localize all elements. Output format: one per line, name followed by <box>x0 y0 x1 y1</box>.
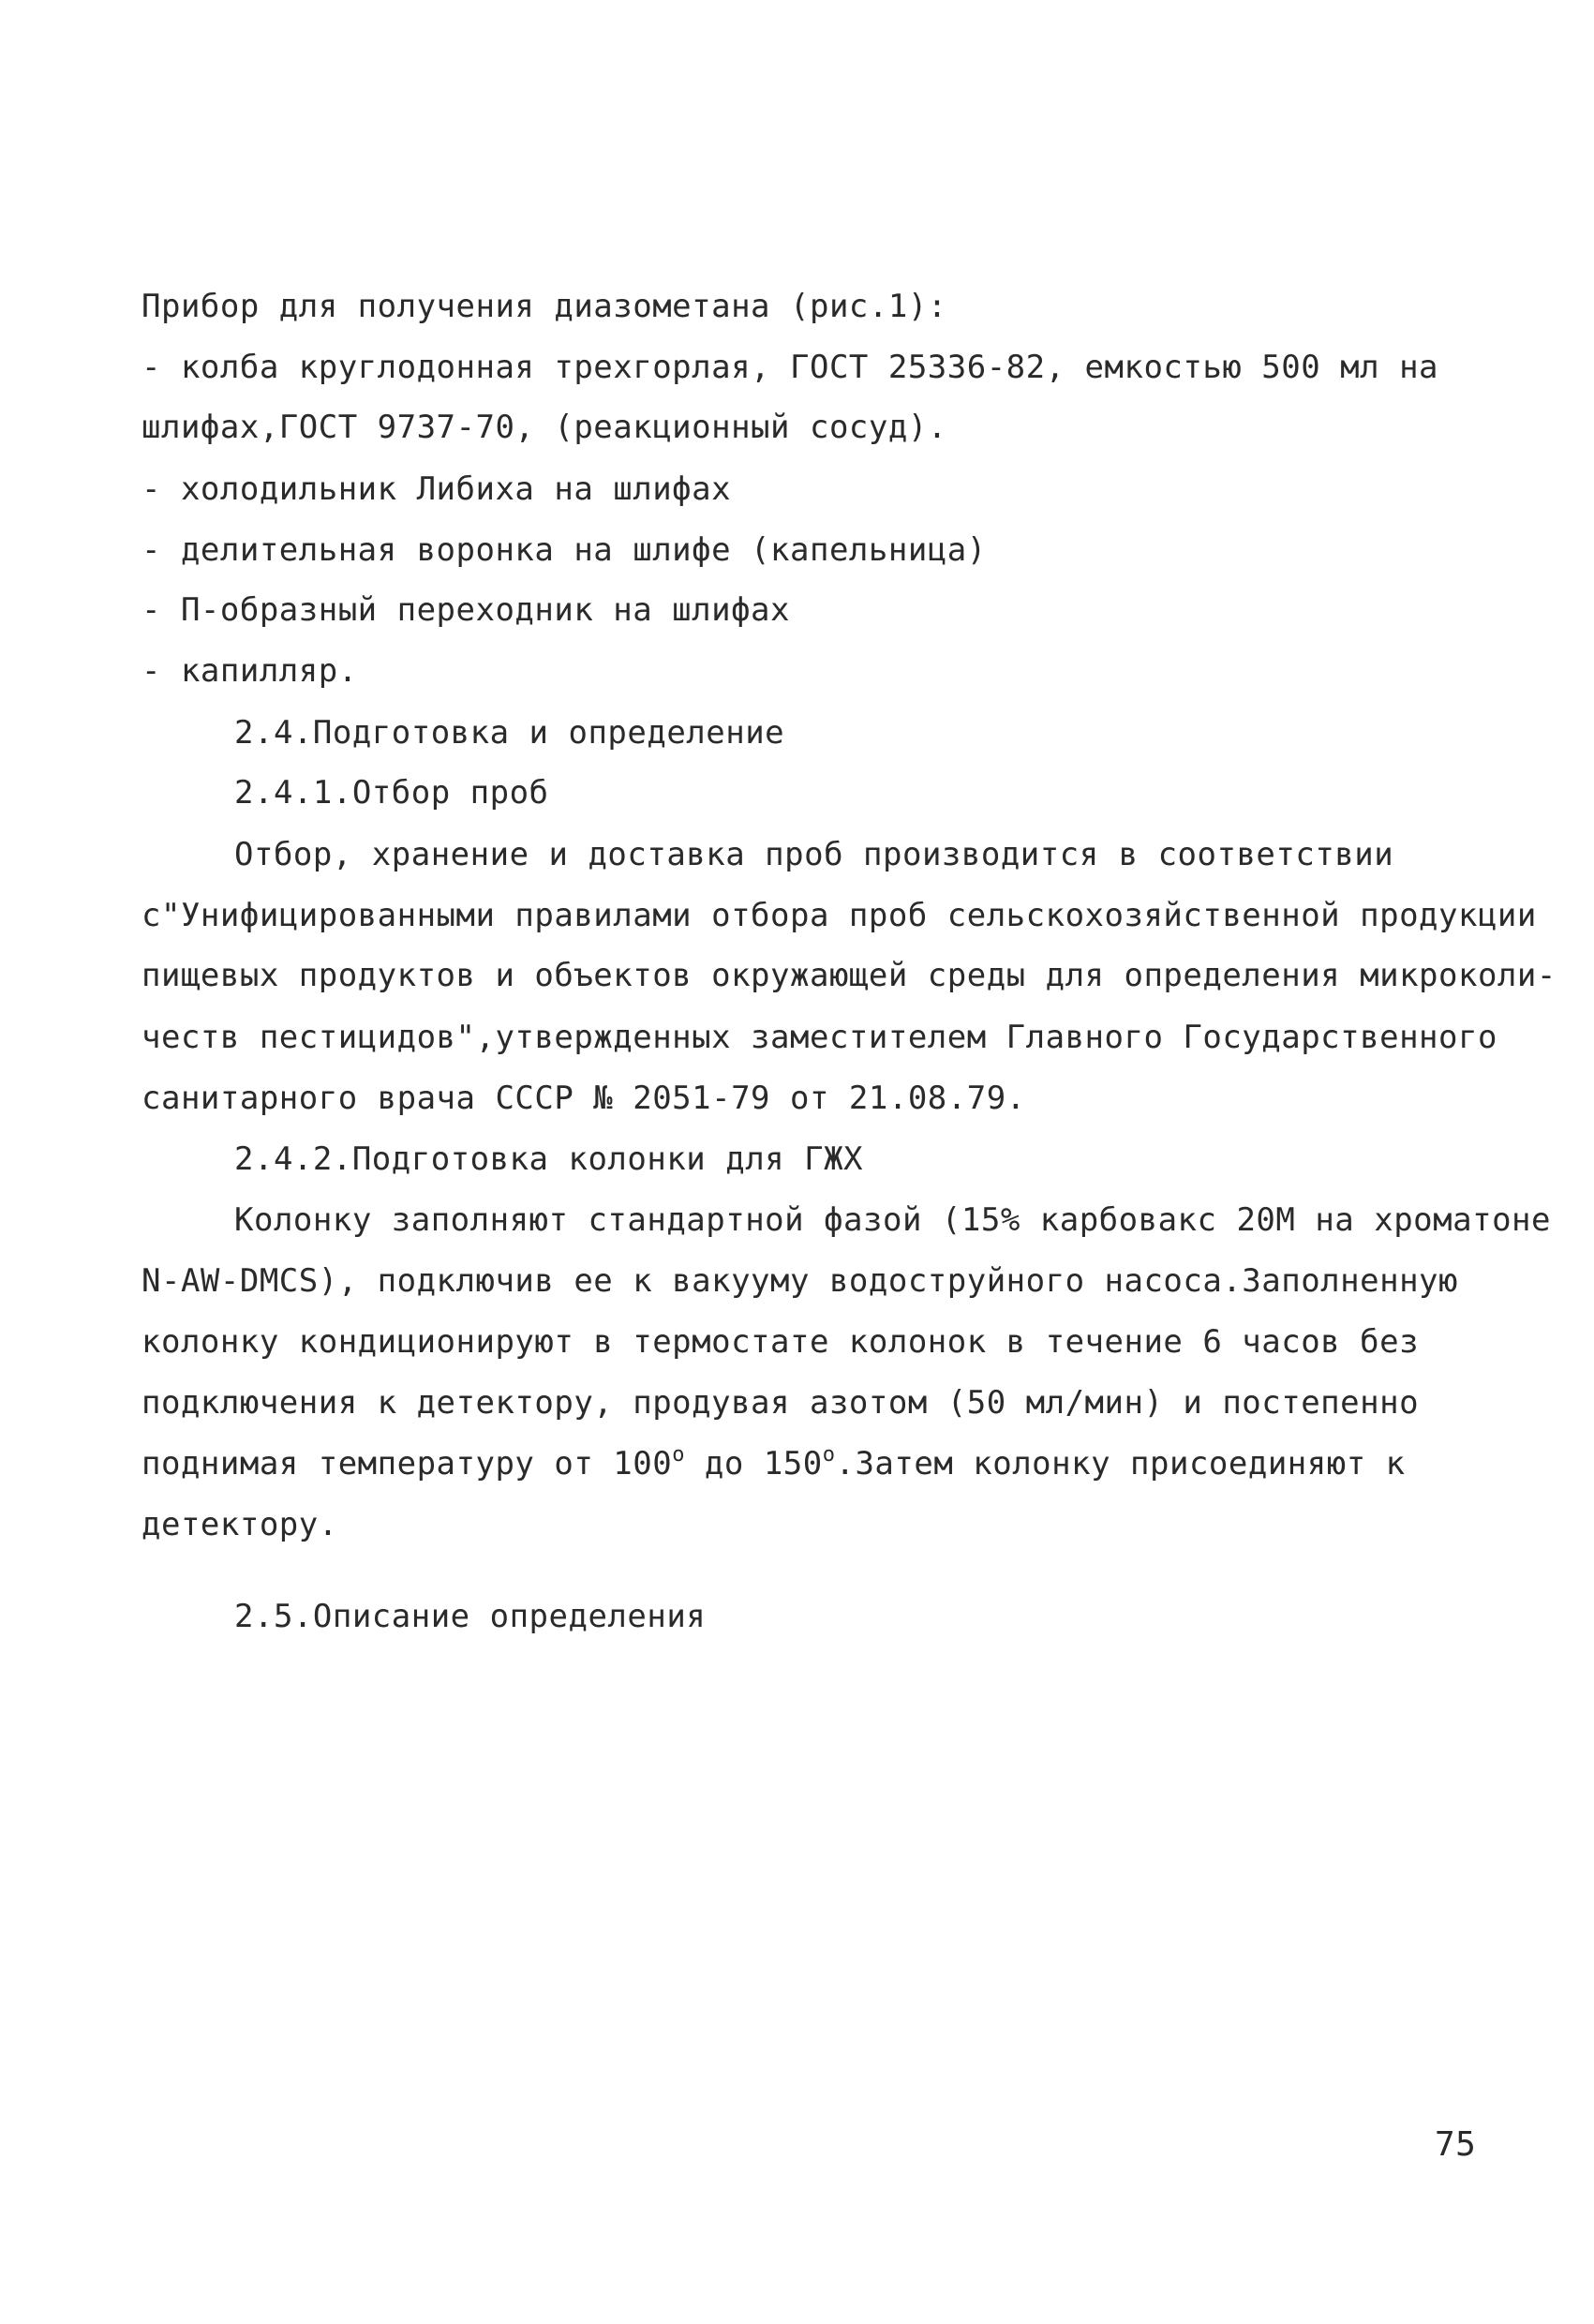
section-heading: 2.5.Описание определения <box>234 1598 707 1635</box>
paragraph-line: Колонку заполняют стандартной фазой (15% карбовакс 20М на хроматоне <box>234 1201 1551 1239</box>
paragraph-line: подключения к детектору, продувая азотом (50 мл/мин) и постепенно <box>142 1384 1420 1422</box>
paragraph-line: с"Унифицированными правилами отбора проб сельскохозяйственной продукции <box>142 897 1537 934</box>
section-heading: 2.4.Подготовка и определение <box>234 714 785 752</box>
degree-superscript: о <box>672 1443 685 1467</box>
paragraph-line: колонку кондиционируют в термостате колонок в течение 6 часов без <box>142 1323 1420 1361</box>
apparatus-item: - холодильник Либиха на шлифах <box>142 470 732 508</box>
paragraph-line: санитарного врача СССР № 2051-79 от 21.08.79. <box>142 1080 1026 1117</box>
apparatus-item: - П-образный переходник на шлифах <box>142 591 791 629</box>
degree-superscript: о <box>822 1443 836 1467</box>
text-span: .Затем колонку присоединяют к <box>835 1445 1406 1482</box>
paragraph-line: детектору. <box>142 1506 338 1543</box>
section-heading: 2.4.2.Подготовка колонки для ГЖХ <box>234 1140 864 1178</box>
section-heading: 2.4.1.Отбор проб <box>234 774 549 812</box>
page-number: 75 <box>1435 2125 1477 2164</box>
apparatus-item: - капилляр. <box>142 652 358 690</box>
paragraph-line: N-AW-DMCS), подключив ее к вакууму водоструйного насоса.Заполненную <box>142 1262 1458 1300</box>
paragraph-line: честв пестицидов",утвержденных заместителем Главного Государственного <box>142 1019 1497 1056</box>
apparatus-item: - делительная воронка на шлифе (капельница) <box>142 531 987 569</box>
text-span: до 150 <box>684 1445 823 1482</box>
text-span: поднимая температуру от 100 <box>142 1445 673 1482</box>
paragraph-line: пищевых продуктов и объектов окружающей среды для определения микроколи- <box>142 957 1557 994</box>
temperature-line <box>142 1445 1406 1482</box>
paragraph-line: Отбор, хранение и доставка проб производится в соответствии <box>234 836 1394 873</box>
apparatus-item: шлифах,ГОСТ 9737-70, (реакционный сосуд). <box>142 409 947 446</box>
apparatus-item: - колба круглодонная трехгорлая, ГОСТ 25336-82, емкостью 500 мл на <box>142 349 1439 386</box>
apparatus-intro: Прибор для получения диазометана (рис.1): <box>142 288 947 325</box>
